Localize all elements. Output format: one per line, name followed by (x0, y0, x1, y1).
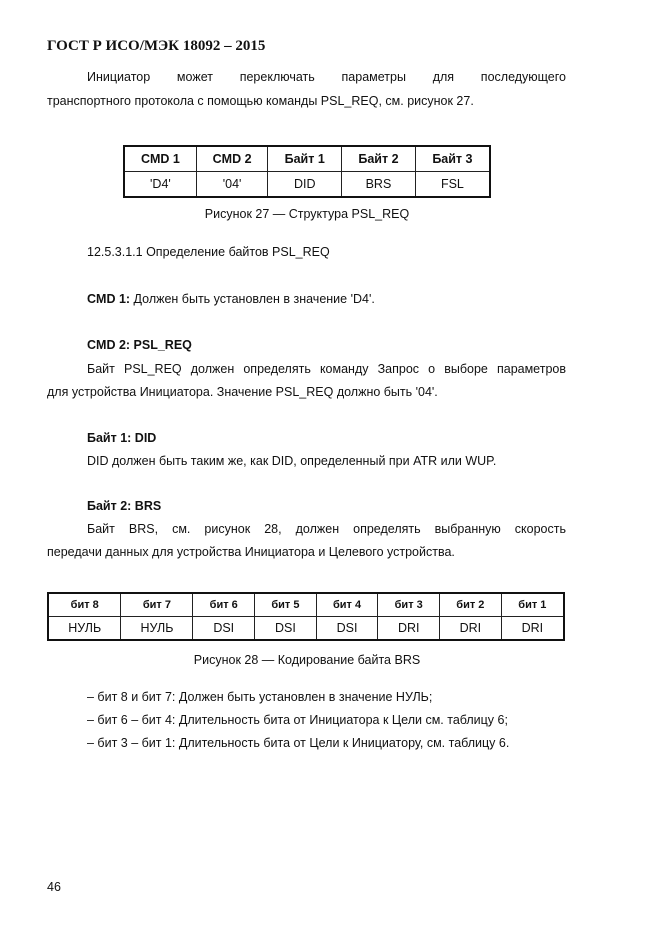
fig28-value-cell: DSI (255, 617, 317, 641)
byte2-heading: Байт 2: BRS (87, 499, 162, 513)
bullet-item: – бит 8 и бит 7: Должен быть установлен в значение НУЛЬ; (87, 690, 433, 704)
fig27-header-cell: Байт 1 (268, 146, 342, 172)
fig28-header-cell: бит 7 (121, 593, 193, 617)
fig28-header-cell: бит 4 (316, 593, 378, 617)
bullet-item: – бит 6 – бит 4: Длительность бита от Инициатора к Цели см. таблицу 6; (87, 713, 508, 727)
fig27-header-cell: Байт 2 (342, 146, 416, 172)
fig28-header-cell: бит 6 (193, 593, 255, 617)
cmd1-paragraph (87, 288, 375, 311)
fig27-value-cell: BRS (342, 172, 416, 198)
fig28-value-cell: DRI (378, 617, 440, 641)
fig28-value-cell: DSI (193, 617, 255, 641)
byte1-text: DID должен быть таким же, как DID, определенный при ATR или WUP. (87, 454, 497, 468)
fig28-header-cell: бит 8 (48, 593, 121, 617)
cmd2-line-2: для устройства Инициатора. Значение PSL_REQ должно быть '04'. (47, 385, 438, 399)
fig28-header-cell: бит 2 (440, 593, 502, 617)
document-header: ГОСТ Р ИСО/МЭК 18092 – 2015 (47, 38, 266, 54)
fig28-header-cell: бит 5 (255, 593, 317, 617)
fig28-header-cell: бит 1 (501, 593, 564, 617)
fig27-value-cell: FSL (415, 172, 490, 198)
byte2-line-2: передачи данных для устройства Инициатора и Целевого устройства. (47, 545, 455, 559)
fig27-value-cell: 'D4' (124, 172, 196, 198)
cmd2-line-1: Байт PSL_REQ должен определять команду Запрос о выборе параметров (87, 362, 566, 376)
figure-27-table (123, 145, 491, 198)
figure-28-table (47, 592, 565, 641)
fig27-value-cell: DID (268, 172, 342, 198)
bullet-item: – бит 3 – бит 1: Длительность бита от Цели к Инициатору, см. таблицу 6. (87, 736, 510, 750)
byte1-heading: Байт 1: DID (87, 431, 157, 445)
fig27-header-cell: CMD 2 (196, 146, 267, 172)
byte2-line-1: Байт BRS, см. рисунок 28, должен определять выбранную скорость (87, 522, 566, 536)
figure-28-caption: Рисунок 28 — Кодирование байта BRS (193, 653, 421, 667)
intro-line-2: транспортного протокола с помощью команды PSL_REQ, см. рисунок 27. (47, 94, 474, 108)
fig28-value-cell: DSI (316, 617, 378, 641)
cmd1-label: CMD 1: (87, 292, 131, 306)
fig27-header-cell: CMD 1 (124, 146, 196, 172)
fig27-header-cell: Байт 3 (415, 146, 490, 172)
cmd2-heading: CMD 2: PSL_REQ (87, 338, 192, 352)
section-heading: 12.5.3.1.1 Определение байтов PSL_REQ (87, 245, 330, 259)
figure-27-caption: Рисунок 27 — Структура PSL_REQ (204, 207, 410, 221)
fig28-value-cell: DRI (440, 617, 502, 641)
page-number: 46 (47, 880, 61, 894)
fig28-header-cell: бит 3 (378, 593, 440, 617)
fig27-value-cell: '04' (196, 172, 267, 198)
fig28-value-cell: НУЛЬ (121, 617, 193, 641)
fig28-value-cell: DRI (501, 617, 564, 641)
cmd1-text: Должен быть установлен в значение 'D4'. (130, 292, 375, 306)
intro-line-1: Инициатор может переключать параметры для последующего (87, 70, 566, 84)
fig28-value-cell: НУЛЬ (48, 617, 121, 641)
